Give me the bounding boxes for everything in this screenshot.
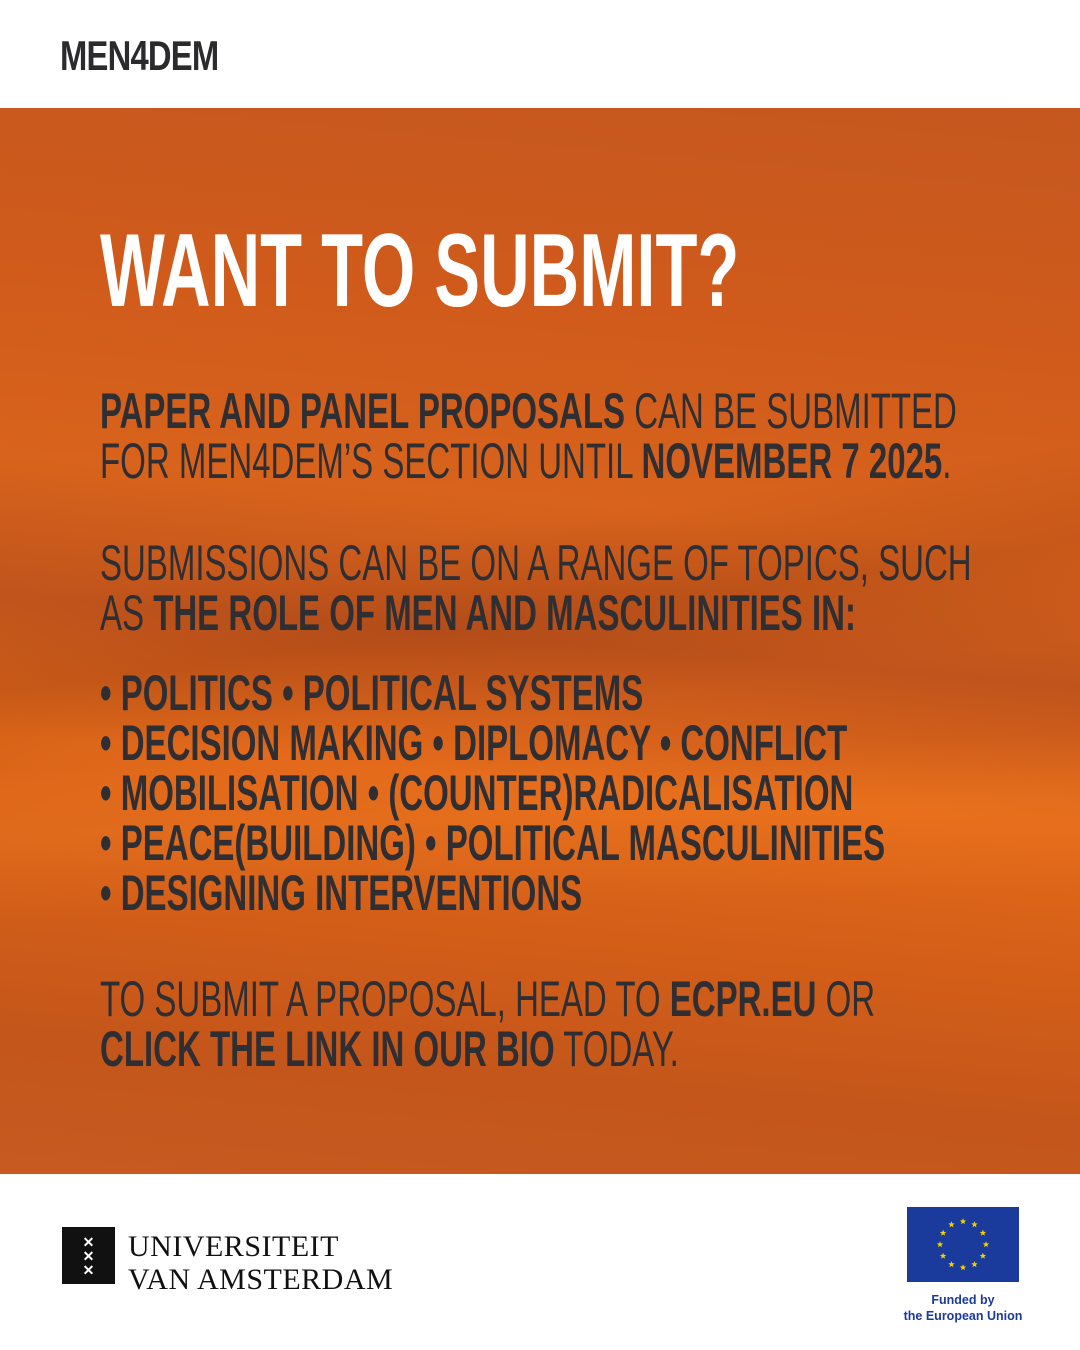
- eu-star-icon: [948, 1261, 954, 1267]
- list-item: • MOBILISATION • (COUNTER)RADICALISATION: [100, 765, 854, 821]
- eu-star-icon: [937, 1241, 943, 1247]
- title-text: WANT TO SUBMIT?: [100, 213, 740, 329]
- cross-icon: ✕: [82, 1261, 95, 1278]
- header: [0, 0, 1080, 108]
- eu-star-icon: [980, 1253, 986, 1259]
- cta-line-1: TO SUBMIT A PROPOSAL, HEAD TO ECPR.EU OR: [100, 971, 876, 1027]
- list-item: • DECISION MAKING • DIPLOMACY • CONFLICT: [100, 715, 848, 771]
- eu-star-icon: [940, 1230, 946, 1236]
- eu-star-icon: [971, 1221, 977, 1227]
- deadline-paragraph: [100, 383, 1080, 489]
- eu-funding-caption: Funded by the European Union: [903, 1293, 1023, 1323]
- eu-star-icon: [983, 1241, 989, 1247]
- uva-crest-icon: [62, 1227, 115, 1284]
- uva-line-2: VAN AMSTERDAM: [128, 1263, 394, 1296]
- list-item: • PEACE(BUILDING) • POLITICAL MASCULINITIES: [100, 815, 886, 871]
- eu-stars-icon: [907, 1207, 1019, 1282]
- main-panel: [0, 108, 1080, 1174]
- cta-line-2: CLICK THE LINK IN OUR BIO TODAY.: [100, 1021, 679, 1077]
- uva-logo-text: [128, 1230, 393, 1296]
- eu-star-icon: [960, 1218, 966, 1224]
- ecpr-link[interactable]: ECPR.EU: [669, 971, 817, 1027]
- topics-list: [100, 665, 1080, 921]
- topics-intro-paragraph: [100, 535, 1080, 641]
- topics-intro-line-2: AS THE ROLE OF MEN AND MASCULINITIES IN:: [100, 585, 856, 641]
- topics-intro-line-1: SUBMISSIONS CAN BE ON A RANGE OF TOPICS, SUCH: [100, 535, 972, 591]
- uva-line-1: UNIVERSITEIT: [128, 1230, 339, 1263]
- deadline-date: NOVEMBER 7 2025: [641, 433, 943, 489]
- bio-link-highlight: CLICK THE LINK IN OUR BIO: [100, 1021, 555, 1077]
- deadline-line-1: PAPER AND PANEL PROPOSALS CAN BE SUBMITTED: [100, 383, 957, 439]
- eu-star-icon: [960, 1264, 966, 1270]
- eu-flag-icon: [907, 1207, 1019, 1282]
- men4dem-logo: MEN4DEM: [60, 32, 219, 79]
- list-item: • DESIGNING INTERVENTIONS: [100, 865, 583, 921]
- page-title: [100, 213, 1069, 329]
- role-highlight: THE ROLE OF MEN AND MASCULINITIES IN:: [153, 585, 856, 641]
- cross-icon: ✕: [82, 1247, 95, 1264]
- eu-star-icon: [971, 1261, 977, 1267]
- cross-icon: ✕: [82, 1233, 95, 1250]
- deadline-line-2: FOR MEN4DEM’S SECTION UNTIL NOVEMBER 7 2025.: [100, 433, 952, 489]
- eu-star-icon: [980, 1230, 986, 1236]
- footer: [0, 1174, 1080, 1350]
- call-to-action-paragraph: [100, 971, 1080, 1077]
- proposals-highlight: PAPER AND PANEL PROPOSALS: [100, 383, 626, 439]
- eu-star-icon: [940, 1253, 946, 1259]
- list-item: • POLITICS • POLITICAL SYSTEMS: [100, 665, 644, 721]
- eu-star-icon: [948, 1221, 954, 1227]
